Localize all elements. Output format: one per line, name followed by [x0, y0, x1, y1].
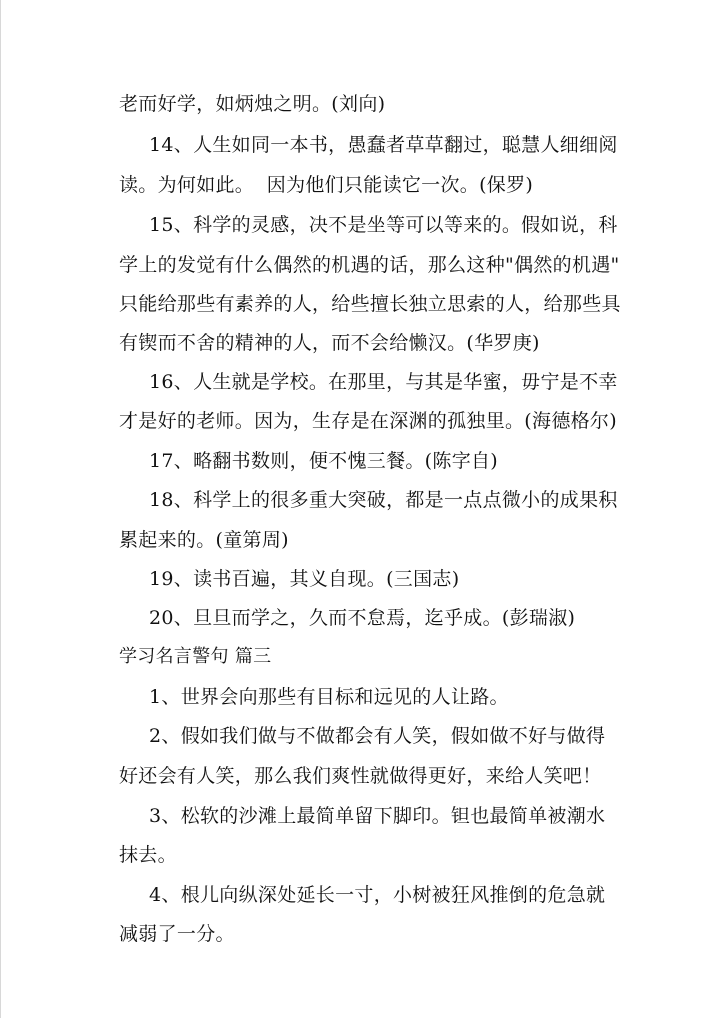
text-line: 4、根儿向纵深处延长一寸，小树被狂风推倒的危急就 [149, 884, 606, 906]
text-line: 才是好的老师。因为，生存是在深渊的孤独里。(海德格尔) [119, 410, 617, 432]
text-line: 18、科学上的很多重大突破，都是一点点微小的成果积 [149, 489, 618, 511]
section-heading: 学习名言警句 篇三 [119, 646, 272, 667]
text-line: 2、假如我们做与不做都会有人笑，假如做不好与做得 [149, 725, 606, 747]
text-line: 14、人生如同一本书，愚蠢者草草翻过，聪慧人细细阅 [149, 134, 618, 156]
text-line: 好还会有人笑，那么我们爽性就做得更好，来给人笑吧！ [119, 765, 602, 787]
text-line: 有锲而不舍的精神的人，而不会给懒汉。(华罗庚) [119, 332, 540, 354]
text-line: 1、世界会向那些有目标和远见的人让路。 [149, 686, 509, 708]
text-line: 抹去。 [119, 844, 177, 866]
text-line: 20、旦旦而学之，久而不怠焉，迄乎成。(彭瑞淑) [149, 607, 576, 629]
text-line: 17、略翻书数则，便不愧三餐。(陈字自) [149, 450, 499, 472]
text-line: 15、科学的灵感，决不是坐等可以等来的。假如说，科 [149, 214, 618, 236]
text-line: 16、人生就是学校。在那里，与其是华蜜，毋宁是不幸 [149, 371, 618, 393]
text-line: 减弱了一分。 [119, 923, 235, 945]
text-line: 19、读书百遍，其义自现。(三国志) [149, 568, 460, 590]
text-line: 只能给那些有素养的人，给些擅长独立思索的人，给那些具 [119, 293, 621, 315]
text-line: 3、松软的沙滩上最简单留下脚印。钽也最简单被潮水 [149, 805, 606, 827]
text-line: 读。为何如此。 因为他们只能读它一次。(保罗) [119, 174, 534, 196]
text-line: 老而好学，如炳烛之明。(刘向) [119, 93, 386, 115]
text-line: 学上的发觉有什么偶然的机遇的话，那么这种"偶然的机遇" [119, 254, 620, 276]
text-line: 累起来的。(童第周) [119, 529, 289, 551]
